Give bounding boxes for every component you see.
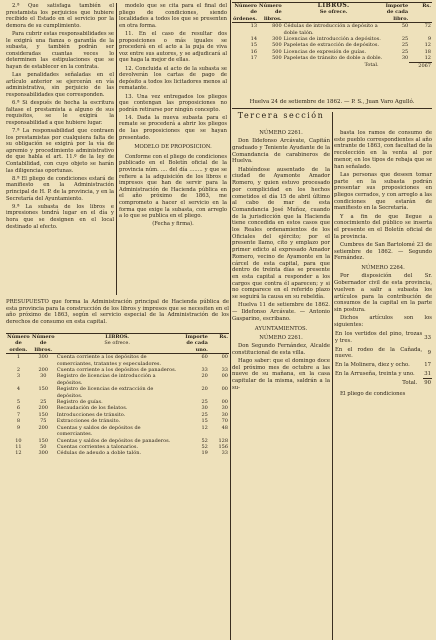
cell: 72	[424, 23, 431, 30]
left-column-1	[6, 3, 114, 232]
cell: Licencias de expresión de guías.	[283, 48, 367, 55]
ayuntamientos-heading: AYUNTAMIENTOS.	[254, 326, 308, 333]
cell: Registro de licencias de extracción de depósitos.	[56, 386, 154, 399]
col-header: Número de orden.	[7, 334, 30, 353]
cell: 12	[15, 450, 22, 457]
paragraph: 14. Dada la nueva subasta para el remate se procederá a abrir los pliegos de las proposiciones que se hayan presentado.	[119, 114, 227, 141]
cell: 25	[201, 411, 208, 418]
cell: Licencias de introducción a depósitos.	[283, 36, 381, 43]
cell: 12	[424, 42, 431, 49]
table-row	[6, 354, 229, 367]
cell: 150	[38, 386, 49, 393]
libros-header: LIBROS.	[317, 2, 350, 9]
cell: 9	[427, 36, 431, 43]
total-row	[232, 62, 432, 69]
cell: 128	[218, 437, 228, 444]
subheader: Se ofrece.	[104, 340, 130, 347]
cell: 33	[221, 450, 228, 457]
cell: 17	[250, 55, 258, 62]
item-value: 17	[424, 362, 431, 369]
cell: 12	[201, 424, 208, 431]
cell: Cédulas de introducción a depósito a doble talón.	[283, 23, 378, 36]
cell: Cédulas de adeudo a doble talón.	[56, 450, 142, 457]
cell: 300	[38, 354, 49, 361]
left-column-2	[119, 3, 227, 230]
paragraph: 11. En el caso de resultar dos proposiciones o más iguales se procederá en el acto a la puja de viva voz entre sus autores, y se adjudicará al que haga la mejor de ellas.	[119, 30, 227, 64]
col-header	[56, 334, 179, 354]
paragraph: 6.ª Si después de hecha la escritura faltase el prestamista a alguno de sus requisitos, se le exigirá la responsabilidad a que hubiere lugar.	[6, 100, 114, 126]
total-row	[334, 379, 432, 388]
model-heading: MODELO DE PROPOSICION.	[134, 144, 212, 151]
cell: 33	[201, 367, 208, 374]
cell: 6	[16, 405, 21, 412]
notice-number: NÚMERO 2261.	[259, 334, 303, 341]
paragraph: 9.ª La subasta de los libros e impresiones tendrá lugar en el día y hora que se designen en el local destinado al efecto.	[6, 203, 114, 230]
cell: 30	[221, 405, 228, 412]
item-label: En la Arruseña, treinta y uno.	[335, 371, 415, 378]
col-header: Importe de cada uno.	[179, 334, 209, 354]
cell: 19	[201, 450, 208, 457]
item-label: En el rodeo de la Cañada, nueve.	[335, 346, 423, 360]
col-header: Número de órdenes.	[233, 3, 258, 22]
cell: 00	[221, 399, 228, 406]
cell: 30	[221, 411, 228, 418]
paragraph: Las personas que deseen tomar parte en la subasta podrán presentar sus proposiciones en pliegos cerrados, y con arreglo a las condiciones que estarán de manifiesto en la Secretaría.	[334, 171, 432, 212]
paragraph: Las penalidades señaladas en el artículo anterior se ejercerán en vía administrativa, sin perjuicio de las responsabilidades que corresponden.	[6, 72, 114, 98]
cell: 50	[40, 443, 47, 450]
paragraph: Huelva 11 de setiembre de 1862. — Ildefonso Arcávate. — Antonio Gasparino, escribano.	[232, 302, 330, 322]
section-rule	[232, 108, 432, 109]
total-value: 2067	[409, 62, 432, 69]
cell: 2	[16, 367, 21, 374]
cell: Recaudación de los fielatos.	[56, 405, 128, 412]
cell: 12	[424, 55, 431, 62]
paragraph: modelo que se cita para el final del pliego de condiciones, siendo localidades a todos los que se presenten en otra forma.	[119, 3, 227, 29]
list-item	[334, 361, 432, 370]
paragraph: 2.ª Que satisfaga también el prestamista los perjuicios que hubiere recibido el Estado en el servicio por la demora de su cumplimiento.	[6, 3, 114, 29]
total-value: 90	[424, 380, 431, 387]
cell: 33	[221, 367, 228, 374]
table-row	[6, 425, 229, 438]
paragraph: Para cubrir estas responsabilidades se le exigirá una fianza o garantía de la subasta, y también podrán ser consideradas cuantas veces lo determinen las estipulaciones que se hayan de establecer en la contrata.	[6, 30, 114, 70]
paragraph: Dichos artículos son los siguientes:	[334, 315, 432, 328]
cell: Cuentas corrientes a talonarios.	[56, 443, 139, 450]
signature-note: (Fecha y firma).	[152, 221, 194, 228]
paragraph: 7.ª La responsabilidad que contraen los prestamistas por cualquiera falta de su obligación se exigirá por la vía de apremio y procedimiento administrativo de que habla el art. 11.º de la ley de Contabilidad, con cuyo objeto se harán las diligencias oportunas.	[6, 128, 114, 174]
col-header	[283, 3, 385, 23]
cell: 300	[272, 36, 282, 43]
cell: 25	[201, 399, 208, 406]
cell: 00	[221, 386, 228, 393]
paragraph: Don Ildefonso Arcávate, Capitán graduado y Teniente Ayudante de la Comandancia de carabineros de Huelva.	[232, 138, 330, 165]
cell: 00	[221, 373, 228, 380]
cell: 7	[16, 411, 21, 418]
cell: Extracciones de tránsito.	[56, 418, 121, 425]
cell: 15	[201, 418, 208, 425]
cell: 25	[401, 48, 409, 55]
cell: 18	[424, 48, 431, 55]
cell: 500	[272, 42, 282, 49]
item-value: 31	[424, 370, 431, 377]
total-label: Total.	[402, 380, 418, 387]
cell: 48	[221, 424, 228, 431]
cell: 200	[38, 367, 49, 374]
table-row	[232, 55, 432, 62]
notice-number: NÚMERO 2261.	[259, 130, 303, 136]
cell: 30	[201, 405, 208, 412]
subheader: Se ofrece.	[319, 9, 348, 16]
paragraph: 13. Una vez entregados los pliegos que contengan las proposiciones no podrán retirarse por ningún concepto.	[119, 93, 227, 113]
cell: 10	[15, 437, 22, 444]
books-table-bottom	[6, 333, 229, 457]
cell: Introducciones de tránsito.	[56, 411, 126, 418]
page-divider	[230, 0, 231, 640]
cell: 00	[221, 354, 228, 361]
right-column-1	[232, 130, 330, 393]
dateline: Huelva 24 de setiembre de 1862. — P. S., Juan Varo Agulló.	[249, 99, 415, 105]
libros-header: LIBROS.	[105, 334, 130, 340]
books-table-right	[232, 2, 432, 69]
col-header: Rs.	[422, 3, 431, 9]
cell: 14	[250, 36, 258, 43]
cell: 25	[401, 36, 409, 43]
cell: 20	[201, 386, 208, 393]
cell: Registro de licencias de introducción a depósitos.	[56, 373, 156, 386]
item-label: En los vertidos del pino, trozas y tres.	[335, 331, 423, 344]
cell: 500	[272, 55, 282, 62]
paragraph: Habiéndose ausentado de la ciudad de Ayamonte Amador Romero, y quien estuvo procesado por complicidad en los hechos cometidos el día 15 de abril último al cabo de mar de esta Comandancia José Muñoz, cuando de la jurisdicción que la Hacienda tiene concedida en estos casos que los Reales ordenamientos de los Oficiales del ejército; por el presente llamo, cito y emplazo por primer edicto al expresado Amador Romero, vecino de Ayamonte en la cárcel de esta capital, para que dentro de treinta días se presente en esta capital a responder a los cargos que contra él aparecen; y si no comparece en el referido plazo se seguirá la causa en su rebeldía.	[232, 166, 330, 301]
cell: Registro de guías.	[56, 399, 103, 406]
column-divider	[332, 112, 333, 640]
cell: 30	[401, 55, 409, 62]
cell: 4	[16, 386, 21, 393]
items-list	[334, 330, 432, 388]
table-row	[6, 386, 229, 399]
cell: Cuentas y saldos de depósitos de panaderos.	[56, 437, 171, 444]
right-column-2	[334, 130, 432, 399]
paragraph: 8.ª El pliego de condiciones estará de manifiesto en la Administración principal de H. P. de la provincia, y en la Secretaría del Ayuntamiento.	[6, 175, 114, 202]
paragraph: Conforme con el pliego de condiciones publicado en el Boletín oficial de la provincia núm. .... del día ........ y que se refiere a la adquisición de los libros e impresos que han de servir para la Administración de Hacienda pública en el año próximo de 1863, me comprometo a hacer el servicio en la forma que exige la subasta, con arreglo a lo que se publica en el pliego.	[119, 153, 227, 220]
signature: Cumbres de San Bartolomé 23 de setiembre de 1862. — Segundo Fernández.	[334, 242, 432, 262]
table-row	[6, 373, 229, 386]
cell: 52	[201, 443, 208, 450]
cell: 13	[250, 23, 258, 30]
cell: 75	[40, 418, 47, 425]
paragraph: basta los ramos de consumo de este pueblo correspondientes al año entrante de 1863, con facultad de la recolección en la venta al por menor, en los tipos de rebaja que se han señalado.	[334, 130, 432, 170]
total-label: Total.	[364, 62, 379, 69]
col-header: Importe de cada libro.	[385, 3, 409, 22]
table-row	[6, 450, 229, 456]
paragraph: 12. Concluida el acto de la subasta se devolverán los cartas de pago de depósito a todos los licitadores menos al rematante.	[119, 65, 227, 92]
paragraph: El pliego de condiciones	[340, 391, 406, 398]
table-row	[232, 23, 432, 36]
cell: 9	[16, 424, 21, 431]
list-item	[334, 346, 432, 361]
item-label: En la Molinera, diez y ocho.	[335, 362, 410, 369]
presupuesto-paragraph: PRESUPUESTO que forma la Administración principal de Hacienda pública de esta provincia para la construcción de los libros y impresos que se necesiten en el año próximo de 1863, según el servicio especial de la Administración de los derechos de consumo en esta capital.	[6, 299, 229, 325]
col-header: Rs.	[209, 334, 229, 354]
cell: 30	[40, 373, 47, 380]
paragraph: Y a fin de que llegue a conocimiento del público se inserta el presente en el Boletín oficial de la provincia.	[334, 213, 432, 240]
cell: Cuentas y saldos de depósitos de comerciantes.	[56, 424, 141, 438]
item-value: 33	[424, 334, 431, 341]
cell: 200	[38, 405, 49, 412]
paragraph: Hago saber: que el domingo doce del próximo mes de octubre a las nueve de su mañana, en la casa capitular de la misma, saldrán a la su-	[232, 358, 330, 391]
cell: 16	[250, 48, 258, 55]
cell: Papeletas de tránsito de doble a doble.	[283, 55, 383, 62]
cell: 52	[201, 437, 208, 444]
list-item	[334, 370, 432, 379]
column-divider	[116, 3, 117, 295]
cell: 300	[38, 450, 49, 457]
cell: 200	[38, 424, 49, 431]
cell: 800	[272, 23, 282, 30]
cell: 60	[201, 354, 208, 361]
item-value: 9	[427, 350, 431, 356]
cell: 20	[201, 373, 208, 380]
cell: 3	[16, 373, 21, 380]
col-header: Número de libros.	[31, 334, 55, 353]
cell: 500	[272, 48, 282, 55]
notice-number: NÚMERO 2264.	[361, 265, 405, 272]
cell: 5	[16, 399, 21, 406]
paragraph: Por disposición del Sr. Gobernador civil de esta provincia, vuelven a salir a subasta los artículos para la contribución de consumos de la capital en la parte sin postura.	[334, 273, 432, 313]
list-item	[334, 330, 432, 345]
cell: 8	[16, 418, 21, 425]
cell: 11	[15, 443, 22, 450]
cell: 25	[40, 399, 47, 406]
cell: Cuenta corriente a los depósitos de panaderos.	[56, 367, 177, 374]
cell: Cuenta corriente a los depósitos de comerciantes, tratantes y especuladores.	[56, 354, 162, 367]
cell: 150	[38, 437, 49, 444]
cell: Papeletas de extracción de depósitos.	[283, 42, 380, 49]
cell: 156	[218, 443, 228, 450]
cell: 25	[401, 42, 409, 49]
col-header: Número de libros.	[259, 3, 282, 22]
paragraph: Don Segundo Fernández, Alcalde constitucional de esta villa.	[232, 343, 330, 356]
cell: 15	[250, 42, 258, 49]
section-title: Tercera sección	[237, 111, 325, 120]
cell: 150	[38, 411, 49, 418]
cell: 50	[401, 23, 409, 30]
cell: 70	[221, 418, 228, 425]
cell: 1	[16, 354, 21, 361]
